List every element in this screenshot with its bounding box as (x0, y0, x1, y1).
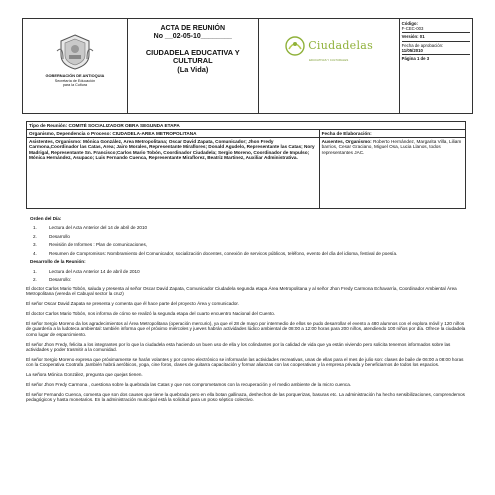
agenda-text: Revisión de Informes : Plan de comunicaciones, (49, 242, 148, 248)
organismo-value: CIUDADELA-AREA METROPOLITANA (112, 130, 197, 136)
paragraph: El señor Sergio Moreno expresa que próximamente se harán volantes y por correo electrónico se informarán las actividades recreativas, unas de ellas para el mes de julio son: clases de baile de 06:00 a 08:00 horas con la Cooperativa Cootrafa ,también habrá aeróbicos, yoga, cine foros, clases de guitarra capacitación y formar alianzas con las cooperativas y la empresa privada y beneficiarnos de todos los espacios. (26, 356, 464, 368)
ausentes-cell (319, 138, 465, 209)
gov-logo-cell (23, 19, 128, 114)
brand-sub: EDUCATIVAS Y CULTURALES (309, 58, 349, 62)
codigo-value: F-CEC-003 (401, 26, 424, 32)
agenda-num: 4. (33, 250, 37, 256)
ciudadela-title: CIUDADELA EDUCATIVA Y CULTURAL (145, 48, 240, 66)
asistentes-text: Mónica González, Area Metropolitana; Oscar David Zapata, Comunicador; Jhon Fredy Carmona,Coordinador las Catas, Area; Jairo Morales, Representante Miraflores; Donald Agudelo, Representante las Catas; Nory Madrigal, Representante Sn. Francisco;Carlos Mario Tobón, Coordinador Ciudadela; Sergio Moreno, Coordinador de Impulso; Mónica Hernández, Asupaco; Luis Fernando Cuenca, Representante Miraflorez, Beatriz Martinez, Auxiliar Administrativa. (29, 138, 315, 161)
desarrollo-item (33, 277, 468, 282)
agenda-text: Desarrollo (49, 233, 70, 239)
minutes-body (26, 216, 468, 407)
fecha-label: Fecha de aprobación: (401, 42, 444, 48)
agenda-item (33, 234, 468, 239)
asistentes-label: Asistentes, Organismo: (29, 138, 82, 144)
asistentes-cell (27, 138, 320, 209)
coat-of-arms-icon (55, 33, 95, 71)
agenda-text: Resumen de Compromisos: Nombramiento del Comunicador, socialización docentes, conexión de servicos públicos, teléfono, evento del día del idioma, festival de poesía. (49, 250, 398, 256)
paragraph: El señor Sergio Moreno da los agradecimientos al Área Metropolitana (operación mercurio), ya que el 28 de mayo por intermedio de ellos se pudo desarrollar el evento a 480 alumnos con el explora móvil y 120 niños de guardería a la ludoteca ambiental: también informa que el próximo miércoles y jueves habrán actividades lúdico ambiental de 08:00 a 12:00 horas para 200 niños, atendiendo 100 niños por día. Ofrece la ciudadela como lugar de esparcimiento. (26, 321, 466, 337)
orden-title: Orden del Día: (30, 216, 62, 221)
agenda-item (33, 225, 468, 230)
desarrollo-list (26, 269, 468, 283)
orden-list (26, 225, 468, 256)
fecha-value: 11/05/2010 (401, 47, 423, 53)
agenda-item (33, 242, 468, 247)
paragraph: El doctor Carlos Mario Tobón, saluda y presenta al señor Oscar David Zapata, Comunicador Ciudadela segunda etapa Área Metropolitana y al señor Jhon Fredy Carmona Echavarría, Coordinador Ambiental Área Metropolitana (vereda el Cabuyal sector la cruz) (26, 285, 457, 297)
desarrollo-num: 2. (33, 277, 37, 283)
agenda-text: Lectura del Acta Anterior del 14 de abril de 2010 (49, 225, 148, 231)
agenda-item (33, 251, 468, 256)
tipo-row (27, 122, 466, 130)
document-header (22, 18, 473, 114)
paragraph: El señor Jhon Fredy Carmona , cuestiona sobre la quebrada las Catas y que nos comprometamos con la recuperación y el medio ambiente de la micro cuenca. (26, 382, 352, 388)
ciudadelas-emblem-icon (284, 35, 306, 57)
acta-number: No __02-05-10________ (153, 33, 232, 40)
ciudadelas-logo (259, 35, 399, 57)
paragraph: El señor Oscar David Zapata se presenta y comenta que él hace parte del proyecto Área y comunicador. (26, 301, 239, 307)
tipo-value: COMITÉ SOCIALIZADOR OBRA SEGUNDA ETAPA (68, 122, 180, 128)
brand-cell (258, 19, 399, 114)
agenda-num: 3. (33, 242, 37, 248)
tipo-label: Tipo de Reunión: (29, 122, 68, 128)
fecha-elaboracion-cell (319, 130, 465, 138)
desarrollo-title: Desarrollo de la Reunión: (30, 259, 86, 265)
paragraph: El señor Fernando Cuenca, comenta que son dos causes que tiene la quebrada pero en ella botan gallinaza, deshechos de las porquerizas, basuras etc. La administración ha hecho sensibilizaciones, comprendemos pedagógicos y hasta monetarios. En la administración municipal está la solicitud para un poso séptico colectivo. (26, 392, 465, 403)
desarrollo-num: 1. (33, 268, 37, 274)
version-row (402, 33, 470, 41)
ausentes-label: Ausentes, Organismo: (321, 138, 372, 144)
agenda-num: 1. (33, 225, 37, 231)
fecha-row (402, 42, 470, 55)
paragraph: El señor Jhon Fredy, felicita a los integrantes por lo que la ciudadela esta haciendo un buen uso de ella y los colindantes por la calidad de vida que ya están viviendo pero solicita tenemos informados sobre las actividades y poder trasmitir a la comunidad. (26, 341, 451, 352)
gov-name: GOBERNACIÓN DE ANTIOQUIA (45, 73, 105, 79)
brand-word: Ciudadelas (308, 39, 374, 53)
fecha-elaboracion-label: Fecha de Elaboración: (321, 130, 372, 136)
desarrollo-text: Lectura del Acta Anterior 14 de abril de 2010 (49, 268, 140, 274)
agenda-num: 2. (33, 233, 37, 239)
codigo-row (402, 20, 470, 33)
gov-sub-2: para la Cultura (62, 83, 88, 88)
ausentes-text: Roberto Hernández, Margarita Villa, Liliam barrios, Cesar Graciano, Miguel Osa, Lucia Llanos, todos representantes JAC. (321, 138, 462, 155)
desarrollo-item (33, 269, 468, 274)
paragraph: El doctor Carlos Mario Tobón, nos informa de cómo se realizó la segunda etapa del cuarto encuentro Nacional del Cuento. (26, 311, 276, 317)
pagina: Página 1 de 3 (401, 56, 430, 62)
meeting-info-table (26, 121, 466, 209)
paragraph: La señora Mónica González, pregunta que quejas tienen. (26, 372, 143, 378)
title-cell (127, 19, 258, 114)
gov-sub-1: Secretaría de Educación (54, 78, 96, 83)
organismo-label: Organismo, Dependencia o Proceso: (29, 130, 112, 136)
acta-title: ACTA DE REUNIÓN (160, 25, 226, 32)
codigo-label: Código: (401, 21, 418, 26)
meta-cell (399, 19, 472, 114)
organismo-row (27, 130, 320, 138)
pagina-row (402, 55, 470, 62)
version: Versión: 01 (401, 34, 425, 40)
desarrollo-text: Desarrollo: (49, 277, 72, 283)
ciudadela-subtitle: (La Vida) (177, 64, 209, 74)
